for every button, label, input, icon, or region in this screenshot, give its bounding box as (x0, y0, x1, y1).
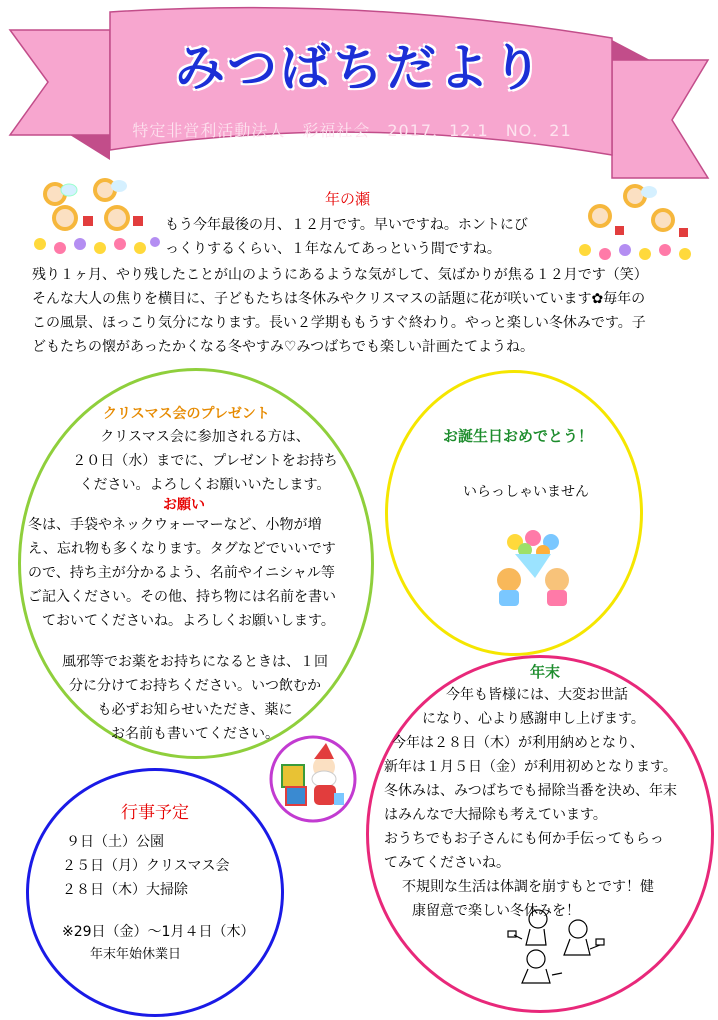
children-cleaning-illustration (500, 905, 610, 985)
intro-line: そんな大人の焦りを横目に、子どもたちは冬休みやクリスマスの話題に花が咲いています✿毎年の (32, 291, 646, 307)
year-end-line: 今年も皆様には、大変お世話 (446, 687, 628, 703)
page-title: みつばちだより (175, 39, 545, 97)
request-line: え、忘れ物も多くなります。タグなどでいいです (28, 541, 336, 557)
medicine-text (40, 650, 350, 746)
events-heading: 行事予定 (121, 803, 189, 823)
birthday-circle (385, 370, 643, 656)
birthday-text: いらっしゃいません (463, 484, 589, 500)
request-heading: お願い (163, 497, 205, 513)
bee-flower-illustration-right (575, 178, 705, 268)
intro-heading: 年の瀬 (325, 190, 371, 208)
intro-paragraph-b (32, 263, 648, 359)
year-end-line: 今年は２８日（木）が利用納めとなり、 (392, 735, 644, 751)
medicine-line: も必ずお知らせいただき、薬に (97, 702, 293, 718)
year-end-line: 不規則な生活は体調を崩すもとです！健 (402, 879, 654, 895)
christmas-line: クリスマス会に参加される方は、 (100, 429, 310, 445)
year-end-line: てみてくださいね。 (384, 855, 510, 871)
intro-line: もう今年最後の月、１２月です。早いですね。ホントにび (165, 217, 528, 233)
intro-line: 残り１ヶ月、やり残したことが山のようにあるような気がして、気ばかりが焦る１２月です（笑） (32, 267, 648, 283)
year-end-line: になり、心より感謝申し上げます。 (422, 711, 645, 727)
request-line: ておいてくださいね。よろしくお願いします。 (42, 613, 335, 629)
year-end-heading: 年末 (530, 663, 561, 681)
request-text (28, 513, 336, 633)
cats-bouquet-illustration (485, 530, 581, 610)
intro-line: どもたちの懐があったかくなる冬やすみ♡みつばちでも楽しい計画たてようね。 (32, 339, 534, 355)
events-note: ※29日（金）～1月４日（木） (62, 924, 255, 940)
christmas-text (60, 425, 350, 497)
christmas-line: ２０日（水）までに、プレゼントをお持ち (72, 453, 338, 469)
event-item: ９日（土）公園 (66, 834, 164, 850)
year-end-line: 康留意で楽しい冬休みを！ (412, 903, 580, 919)
request-line: ご記入ください。その他、持ち物には名前を書い (28, 589, 336, 605)
bee-flower-illustration-left (25, 172, 165, 262)
medicine-line: お名前も書いてください。 (111, 726, 279, 742)
event-item: ２５日（月）クリスマス会 (62, 858, 230, 874)
event-item: ２８日（木）大掃除 (62, 882, 188, 898)
medicine-line: 分に分けてお持ちください。いつ飲むか (69, 678, 321, 694)
medicine-line: 風邪等でお薬をお持ちになるときは、１回 (62, 654, 328, 670)
year-end-line: 新年は１月５日（金）が利用初めとなります。 (384, 759, 677, 775)
events-note-2: 年末年始休業日 (90, 947, 182, 962)
intro-line: この風景、ほっこり気分になります。長い２学期ももうすぐ終わり。やっと楽しい冬休みです。子 (32, 315, 646, 331)
year-end-line: おうちでもお子さんにも何か手伝ってもらっ (384, 831, 664, 847)
request-line: ので、持ち主が分かるよう、名前やイニシャル等 (28, 565, 335, 581)
christmas-line: ください。よろしくお願いいたします。 (79, 477, 331, 493)
intro-paragraph-a (165, 213, 528, 261)
year-end-text (384, 683, 677, 923)
intro-line: っくりするくらい、１年なんてあっという間ですね。 (165, 241, 501, 257)
year-end-line: 冬休みは、みつばちでも掃除当番を決め、年末 (384, 783, 678, 799)
page-subtitle: 特定非営利活動法人 彩福社会 2017．12.1 NO．21 (132, 121, 572, 140)
request-line: 冬は、手袋やネックウォーマーなど、小物が増 (28, 517, 322, 533)
santa-presents-illustration (268, 735, 358, 823)
year-end-line: はみんなで大掃除も考えています。 (384, 807, 607, 823)
events-list (62, 830, 229, 902)
birthday-heading: お誕生日おめでとう！ (443, 427, 594, 445)
christmas-heading: クリスマス会のプレゼント (103, 406, 270, 422)
